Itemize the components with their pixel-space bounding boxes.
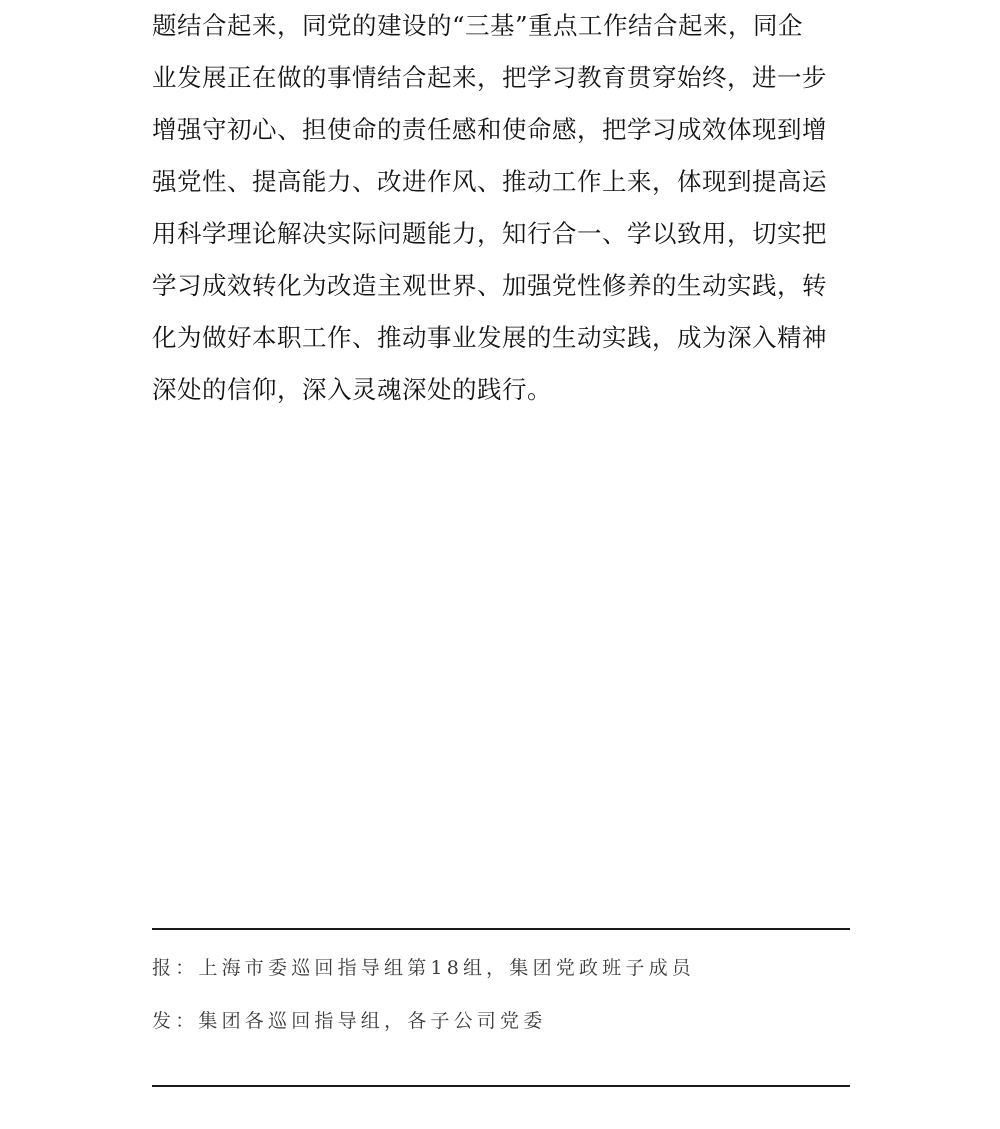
paragraph-line: 深处的信仰，深入灵魂深处的践行。 (152, 375, 552, 404)
distribution-bottom-rule (152, 1085, 850, 1087)
paragraph-line: 增强守初心、担使命的责任感和使命感，把学习成效体现到增 (152, 115, 827, 144)
paragraph-line: 强党性、提高能力、改进作风、推动工作上来，体现到提高运 (152, 167, 827, 196)
send-to-line: 发：集团各巡回指导组，各子公司党委 (152, 1010, 547, 1032)
distribution-top-rule (152, 928, 850, 930)
paragraph-line: 学习成效转化为改造主观世界、加强党性修养的生动实践，转 (152, 271, 827, 300)
paragraph-line: 化为做好本职工作、推动事业发展的生动实践，成为深入精神 (152, 323, 827, 352)
paragraph-line: 业发展正在做的事情结合起来，把学习教育贯穿始终，进一步 (152, 63, 827, 92)
report-to-line: 报：上海市委巡回指导组第18组，集团党政班子成员 (152, 957, 695, 979)
paragraph-line: 题结合起来，同党的建设的“三基”重点工作结合起来，同企 (152, 11, 804, 40)
paragraph-line: 用科学理论解决实际问题能力，知行合一、学以致用，切实把 (152, 219, 827, 248)
